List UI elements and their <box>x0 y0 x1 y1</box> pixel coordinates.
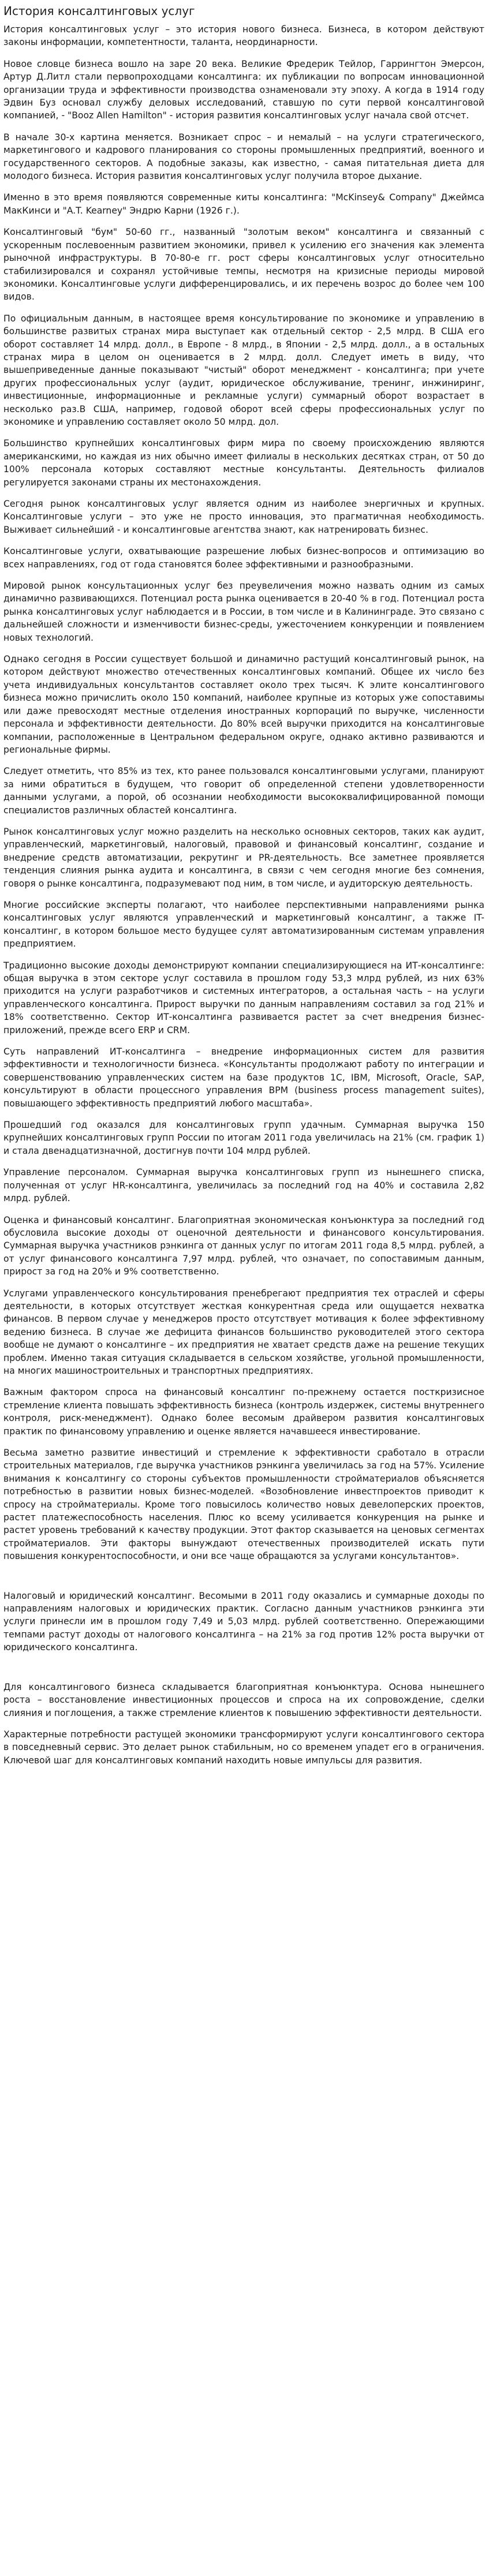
paragraph: Рынок консалтинговых услуг можно разделить на несколько основных секторов, таких как аудит, управленческий, маркетинговый, налоговый, правовой и финансовый консалтинг, создание и внедрение средств автоматизации, рекрутинг и PR-деятельность. Все заметнее проявляется тенденция слияния рынка аудита и консалтинга, в связи с чем сегодня многие без сомнения, говоря о рынке консалтинга, подразумевают под ним, в том числе, и аудиторскую деятельность. <box>3 826 484 889</box>
paragraph: Однако сегодня в России существует большой и динамично растущий консалтинговый рынок, на котором действуют множество отечественных консалтинговых компаний. Общее их число без учета индивидуальных консультантов составляет около трех тысяч. К элите консалтингового бизнеса можно причислить около 150 компаний, наиболее крупные из которых уже сопоставимы или даже превосходят местные отделения иностранных корпораций по выручке, численности персонала и эффективности деятельности. До 80% всей выручки приходится на консалтинговые компании, расположенные в Центральном федеральном округе, однако активно развиваются и региональные фирмы. <box>3 654 484 755</box>
paragraph: Суть направлений ИТ-консалтинга – внедрение информационных систем для развития эффективности и технологичности бизнеса. «Консультанты продолжают работу по интеграции и совершенствованию управленческих систем на базе продуктов 1С, IBM, Microsoft, Oracle, SAP, консультируют в области процессного управления BPM (business process management suites), повышающего эффективность предприятий любого масштаба». <box>3 1046 484 1109</box>
paragraph: Управление персоналом. Суммарная выручка консалтинговых групп из нынешнего списка, полученная от услуг HR-консалтинга, увеличилась за последний год на 40% и составила 2,82 млрд. рублей. <box>3 1167 484 1204</box>
paragraph: Важным фактором спроса на финансовый консалтинг по-прежнему остается посткризисное стремление клиента повышать эффективность бизнеса (контроль издержек, системы внутреннего контроля, риск-менеджмент). Однако более весомым драйвером развития консалтинговых практик по финансовому управлению и оценке является начавшееся инвестирование. <box>3 1387 484 1437</box>
paragraph: Весьма заметно развитие инвестиций и стремление к эффективности сработало в отрасли строительных материалов, где выручка участников рэнкинга увеличилась за год на 57%. Усиление внимания к консалтингу со стороны субъектов промышленности стройматериалов объясняется потребностью в развитии новых бизнес-моделей. «Возобновление инвестпроектов приводит к спросу на стройматериалы. Кроме того повысилось количество новых девелоперских проектов, растет платежеспособность населения. Плюс ко всему усиливается конкуренция на рынке и растет уровень требований к качеству продукции. Этот фактор сказывается на ценовых сегментах стройматериалов. Эти факторы вынуждают отечественных производителей искать пути повышения конкурентоспособности, и они все чаще обращаются за услугами консультантов». <box>3 1448 484 1562</box>
paragraph: Следует отметить, что 85% из тех, кто ранее пользовался консалтинговыми услугами, планируют за ними обратиться в будущем, что говорит об определенной степени удовлетворенности данными услугами, а порой, об осознании необходимости высококвалифицированной помощи специалистов различных областей консалтинга. <box>3 766 484 816</box>
paragraph: Консалтинговые услуги, охватывающие разрешение любых бизнес-вопросов и оптимизацию во всех направлениях, год от года становятся более эффективными и разнообразными. <box>3 546 484 570</box>
paragraph: В начале 30-х картина меняется. Возникает спрос – и немалый – на услуги стратегического, маркетингового и кадрового планирования со стороны промышленных предприятий, военного и государственного секторов. А подобные заказы, как известно, - самая питательная диета для молодого бизнеса. История развития консалтинговых услуг получила второе дыхание. <box>3 132 484 182</box>
paragraph: Услугами управленческого консультирования пренебрегают предприятия тех отраслей и сферы деятельности, в которых отсутствует жесткая конкурентная среда или ощущается нехватка финансов. В первом случае у менеджеров просто отсутствует мотивация к более эффективному ведению бизнеса. В случае же дефицита финансов большинство руководителей этого сектора вообще не думают о консалтинге – их предприятия не хватает средств даже на решение текущих проблем. Именно такая ситуация складывается в сельском хозяйстве, угольной промышленности, на многих машиностроительных и транспортных предприятиях. <box>3 1288 484 1376</box>
paragraph: Сегодня рынок консалтинговых услуг является одним из наиболее энергичных и крупных. Консалтинговые услуги – это уже не просто инновация, это прагматичная необходимость. Выживает сильнейший - и консалтинговые агентства знают, как натренировать бизнес. <box>3 499 484 535</box>
paragraph: Оценка и финансовый консалтинг. Благоприятная экономическая конъюнктура за последний год обусловила высокие доходы от оценочной деятельности и финансового консультирования. Суммарная выручка участников рэнкинга от данных услуг по итогам 2011 года 8,5 млрд. рублей, а от услуг финансового консалтинга 7,97 млрд. рублей, что означает, по сопоставимым данным, прирост за год на 20% и 9% соответственно. <box>3 1214 484 1277</box>
paragraph: Налоговый и юридический консалтинг. Весомыми в 2011 году оказались и суммарные доходы по направлениям налоговых и юридических практик. Согласно данным участников рэнкинга эти услуги принесли им в прошлом году 7,49 и 5,03 млрд. рублей соответственно. Опережающими темпами растут доходы от налогового консалтинга – на 21% за год против 12% роста выручки от юридического консалтинга. <box>3 1590 484 1653</box>
paragraph: История консалтинговых услуг – это история нового бизнеса. Бизнеса, в котором действуют законы информации, компетентности, таланта, неординарности. <box>3 24 484 48</box>
page-title: История консалтинговых услуг <box>3 4 195 18</box>
article-body <box>3 23 484 1767</box>
paragraph: Большинство крупнейших консалтинговых фирм мира по своему происхождению являются американскими, но каждая из них обычно имеет филиалы в нескольких десятках стран, от 50 до 100% персонала которых составляют местные консультанты. Деятельность филиалов регулируется законами страны их местонахождения. <box>3 438 484 488</box>
paragraph: Именно в это время появляются современные киты консалтинга: "McKinsey& Company" Джеймса МакКинси и "A.T. Kearney" Эндрю Карни (1926 г.). <box>3 192 484 216</box>
paragraph: Для консалтингового бизнеса складывается благоприятная конъюнктура. Основа нынешнего роста – восстановление инвестиционных процессов и спроса на их сопровождение, сделки слияния и поглощения, а также стремление клиентов к повышению эффективности деятельности. <box>3 1681 484 1718</box>
paragraph: Характерные потребности растущей экономики трансформируют услуги консалтингового сектора в повседневный сервис. Это делает рынок стабильным, но со временем упадет его в ограничения. Ключевой шаг для консалтинговых компаний находить новые импульсы для развития. <box>3 1729 484 1766</box>
paragraph: Традиционно высокие доходы демонстрируют компании специализирующиеся на ИТ-консалтинге: общая выручка в этом секторе услуг составила в прошлом году 53,3 млрд рублей, из них 63% приходится на услуги разработчиков и системных интеграторов, а остальная часть – на услуги управленческого консалтинга. Прирост выручки по данным направлениям составил за год 21% и 18% соответственно. Сектор ИТ-консалтинга развивается растет за счет внедрения бизнес-приложений, прежде всего ERP и CRM. <box>3 960 484 1035</box>
paragraph: Новое словце бизнеса вошло на заре 20 века. Великие Фредерик Тейлор, Гаррингтон Эмерсон, Артур Д.Литл стали первопроходцами консалтинга: их публикации по вопросам инновационной организации труда и эффективности производства ознаменовали эту эпоху. А когда в 1914 году Эдвин Буз основал службу деловых исследований, ставшую по сути первой консалтинговой компанией, - "Booz Allen Hamilton" - история развития консалтинговых услуг начала свой отсчет. <box>3 58 484 121</box>
paragraph: Многие российские эксперты полагают, что наиболее перспективными направлениями рынка консалтинговых услуг являются управленческий и маркетинговый консалтинг, а также IT-консалтинг, в котором большое место будущее сулят автоматизированным системам управления предприятием. <box>3 899 484 949</box>
paragraph: Мировой рынок консультационных услуг без преувеличения можно назвать одним из самых динамично развивающихся. Потенциал роста рынка оценивается в 20-40 % в год. Потенциал роста рынка консалтинговых услуг наблюдается и в России, в том числе и в Калининграде. Это связано с дальнейшей сложности и изменчивости бизнес-среды, ужесточением конкуренции и появлением новых технологий. <box>3 581 484 643</box>
paragraph: Прошедший год оказался для консалтинговых групп удачным. Суммарная выручка 150 крупнейших консалтинговых групп России по итогам 2011 года увеличилась на 21% (см. график 1) и стала двенадцатизначной, достигнув почти 104 млрд рублей. <box>3 1120 484 1156</box>
paragraph: По официальным данным, в настоящее время консультирование по экономике и управлению в большинстве развитых странах мира выступает как отдельный сектор - 2,5 млрд. В США его оборот составляет 14 млрд. долл., в Европе - 8 млрд., в Японии - 2,5 млрд. долл., а в остальных странах мира в целом он оценивается в 2 млрд. долл. Следует иметь в виду, что вышеприведенные данные показывают "чистый" оборот менеджмент - консалтинга; при учете других профессиональных услуг (аудит, юридическое обслуживание, тренинг, инжиниринг, инвестиционные, информационные и рекламные услуги) суммарный оборот возрастает в несколько раз.В США, например, годовой оборот всей сферы профессиональных услуг по экономике и управлению составляет около 50 млрд. дол. <box>3 313 484 427</box>
paragraph: Консалтинговый "бум" 50-60 гг., названный "золотым веком" консалтинга и связанный с ускоренным послевоенным развитием экономики, привел к усилению его значения как элемента рыночной инфраструктуры. В 70-80-е гг. рост сферы консалтинговых услуг относительно стабилизировался и сохранял устойчивые темпы, несмотря на кризисные периоды мировой экономики. Консалтинговые услуги дифференцировались, и их перечень возрос до более чем 100 видов. <box>3 227 484 302</box>
